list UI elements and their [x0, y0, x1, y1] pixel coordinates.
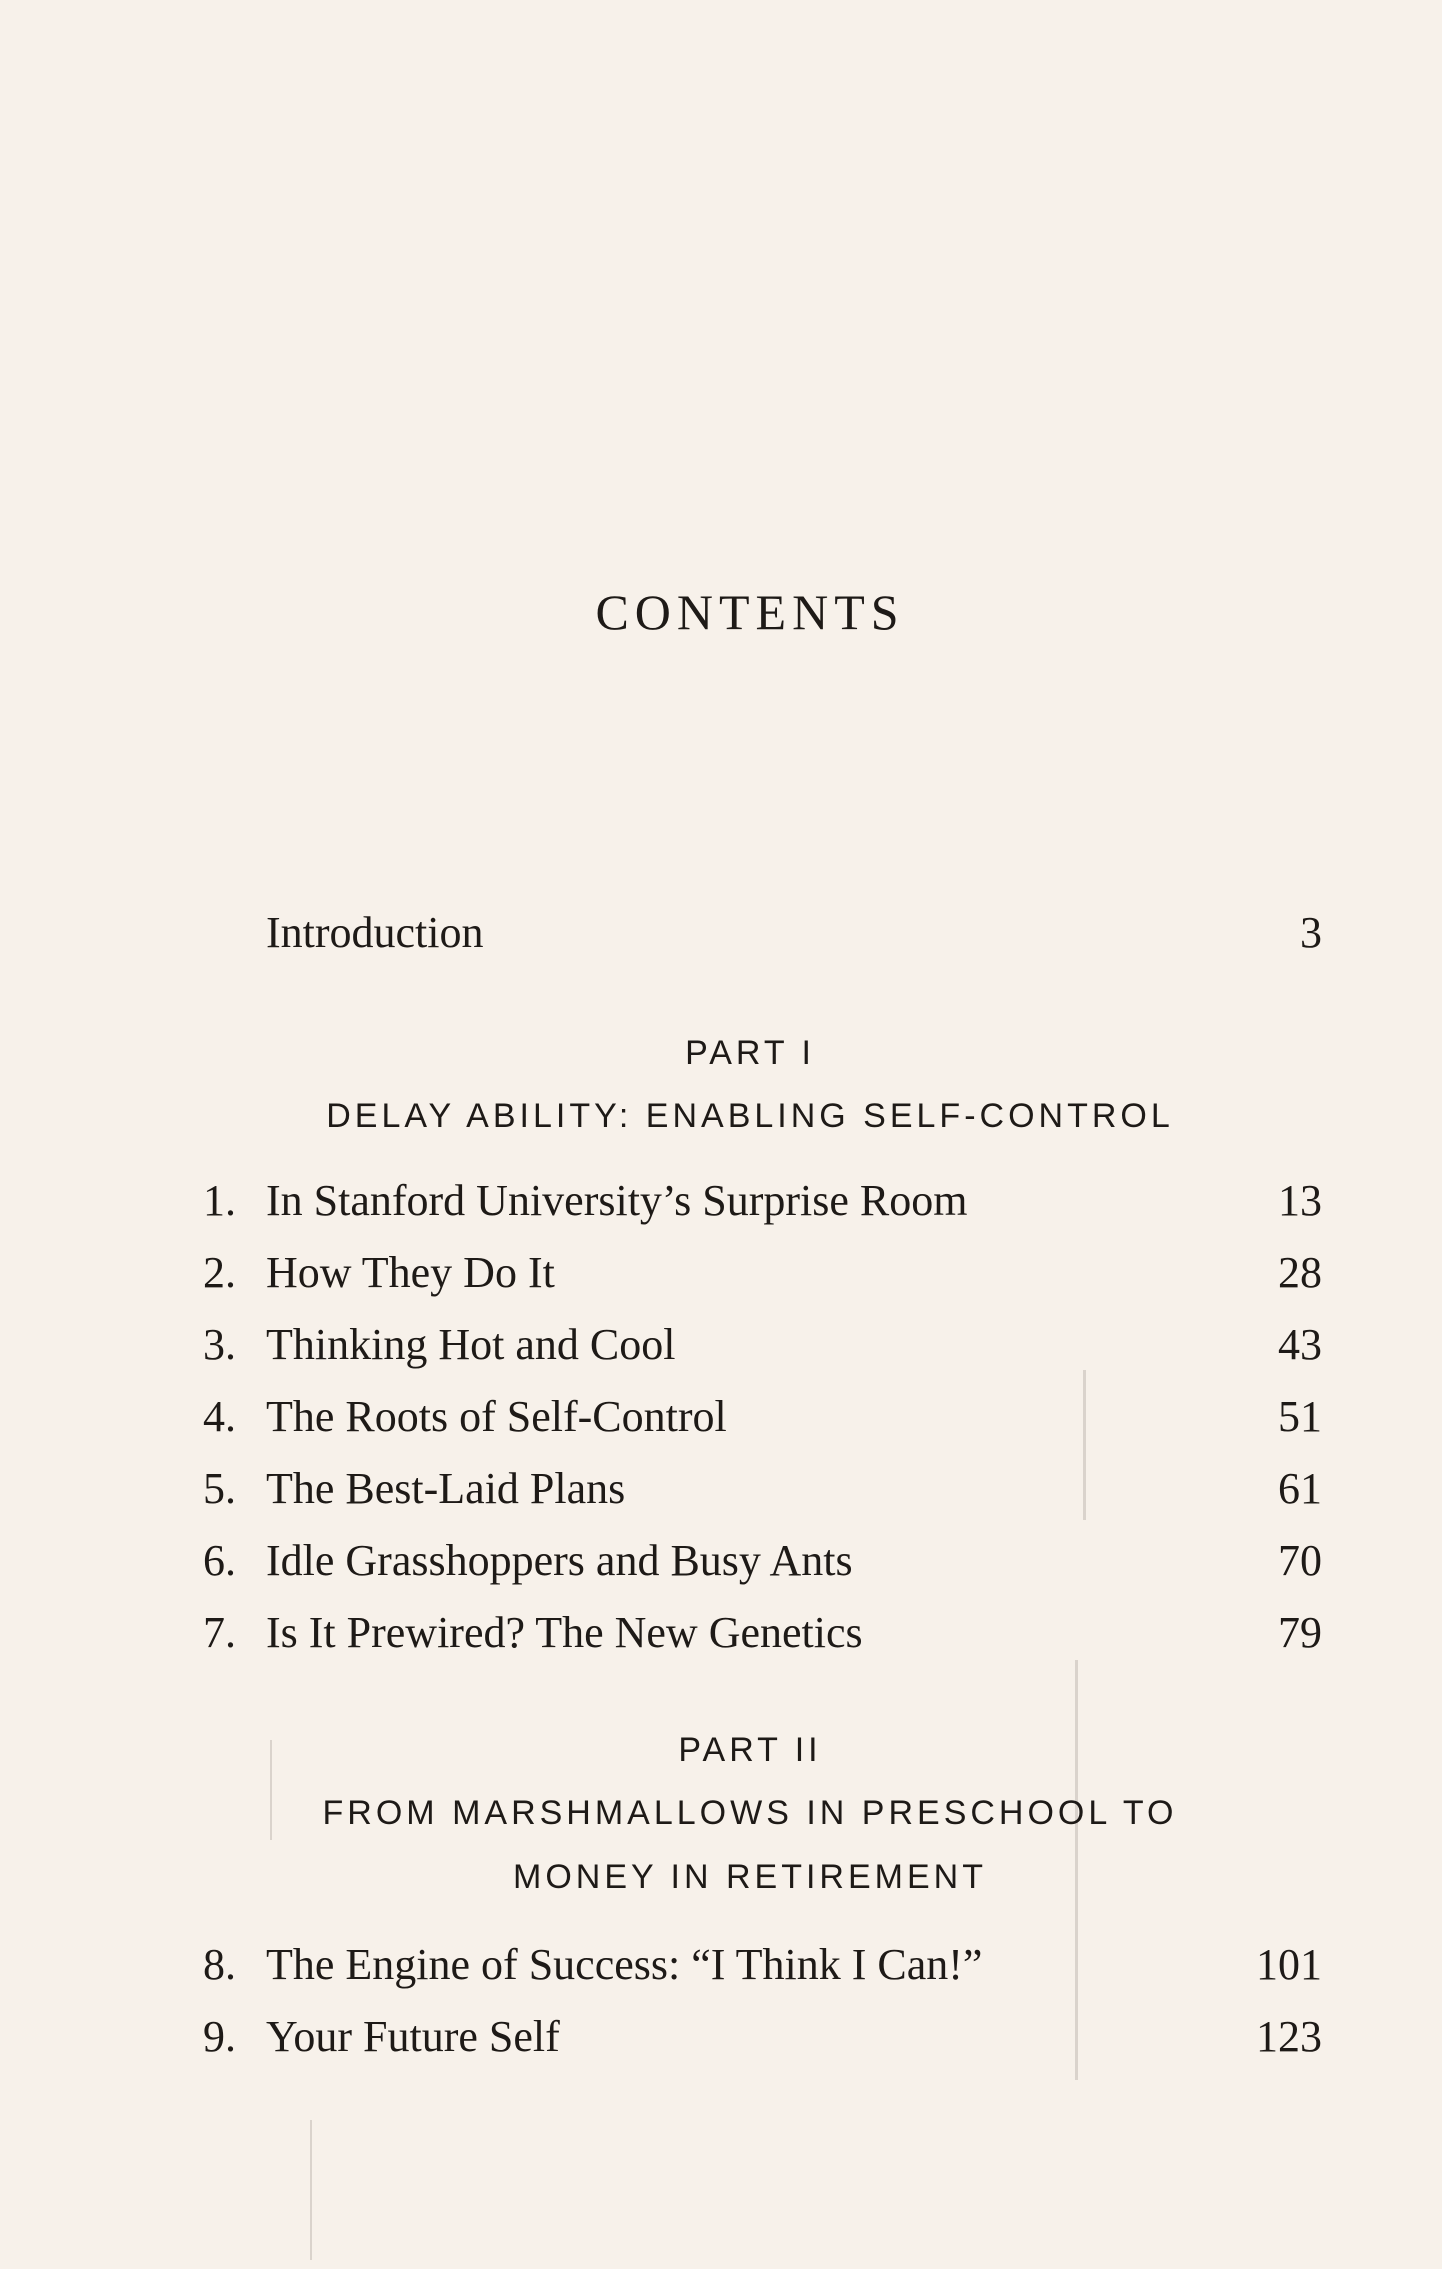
- chapter-page: 79: [1278, 1608, 1322, 1657]
- page-title: CONTENTS: [595, 584, 905, 640]
- chapter-title: The Best-Laid Plans: [266, 1464, 626, 1513]
- chapter-title: The Engine of Success: “I Think I Can!”: [266, 1940, 983, 1989]
- introduction-page: 3: [1300, 908, 1322, 957]
- chapter-title: Is It Prewired? The New Genetics: [266, 1608, 863, 1657]
- chapter-number: 6.: [203, 1536, 236, 1585]
- part-subtitle: FROM MARSHMALLOWS IN PRESCHOOL TO: [322, 1794, 1178, 1832]
- toc-entry[interactable]: [0, 1171, 1442, 1231]
- chapter-page: 61: [1278, 1464, 1322, 1513]
- toc-entry[interactable]: [0, 1387, 1442, 1447]
- chapter-page: 70: [1278, 1536, 1322, 1585]
- toc-entry[interactable]: [0, 1243, 1442, 1303]
- toc-entry[interactable]: [0, 2007, 1442, 2067]
- part-subtitle: MONEY IN RETIREMENT: [513, 1858, 987, 1896]
- toc-entry[interactable]: [0, 1935, 1442, 1995]
- part-subtitle: DELAY ABILITY: ENABLING SELF-CONTROL: [326, 1097, 1174, 1135]
- chapter-title: In Stanford University’s Surprise Room: [266, 1176, 968, 1225]
- paper-mark: [310, 2120, 312, 2260]
- chapter-page: 101: [1256, 1940, 1322, 1989]
- toc-entry[interactable]: [0, 1531, 1442, 1591]
- chapter-title: Thinking Hot and Cool: [266, 1320, 676, 1369]
- chapter-title: Idle Grasshoppers and Busy Ants: [266, 1536, 853, 1585]
- chapter-number: 7.: [203, 1608, 236, 1657]
- chapter-number: 8.: [203, 1940, 236, 1989]
- chapter-number: 2.: [203, 1248, 236, 1297]
- chapter-number: 3.: [203, 1320, 236, 1369]
- introduction-label: Introduction: [266, 908, 484, 957]
- chapter-number: 1.: [203, 1176, 236, 1225]
- chapter-number: 5.: [203, 1464, 236, 1513]
- chapter-title: How They Do It: [266, 1248, 555, 1297]
- chapter-page: 51: [1278, 1392, 1322, 1441]
- chapter-page: 43: [1278, 1320, 1322, 1369]
- chapter-number: 9.: [203, 2012, 236, 2061]
- chapter-page: 28: [1278, 1248, 1322, 1297]
- toc-entry[interactable]: [0, 1459, 1442, 1519]
- toc-entry[interactable]: [0, 1603, 1442, 1663]
- toc-introduction[interactable]: [0, 903, 1442, 963]
- part-heading: PART II: [678, 1731, 822, 1769]
- part-heading: PART I: [685, 1034, 815, 1072]
- chapter-title: The Roots of Self-Control: [266, 1392, 727, 1441]
- toc-entry[interactable]: [0, 1315, 1442, 1375]
- chapter-page: 123: [1256, 2012, 1322, 2061]
- chapter-title: Your Future Self: [266, 2012, 560, 2061]
- chapter-page: 13: [1278, 1176, 1322, 1225]
- chapter-number: 4.: [203, 1392, 236, 1441]
